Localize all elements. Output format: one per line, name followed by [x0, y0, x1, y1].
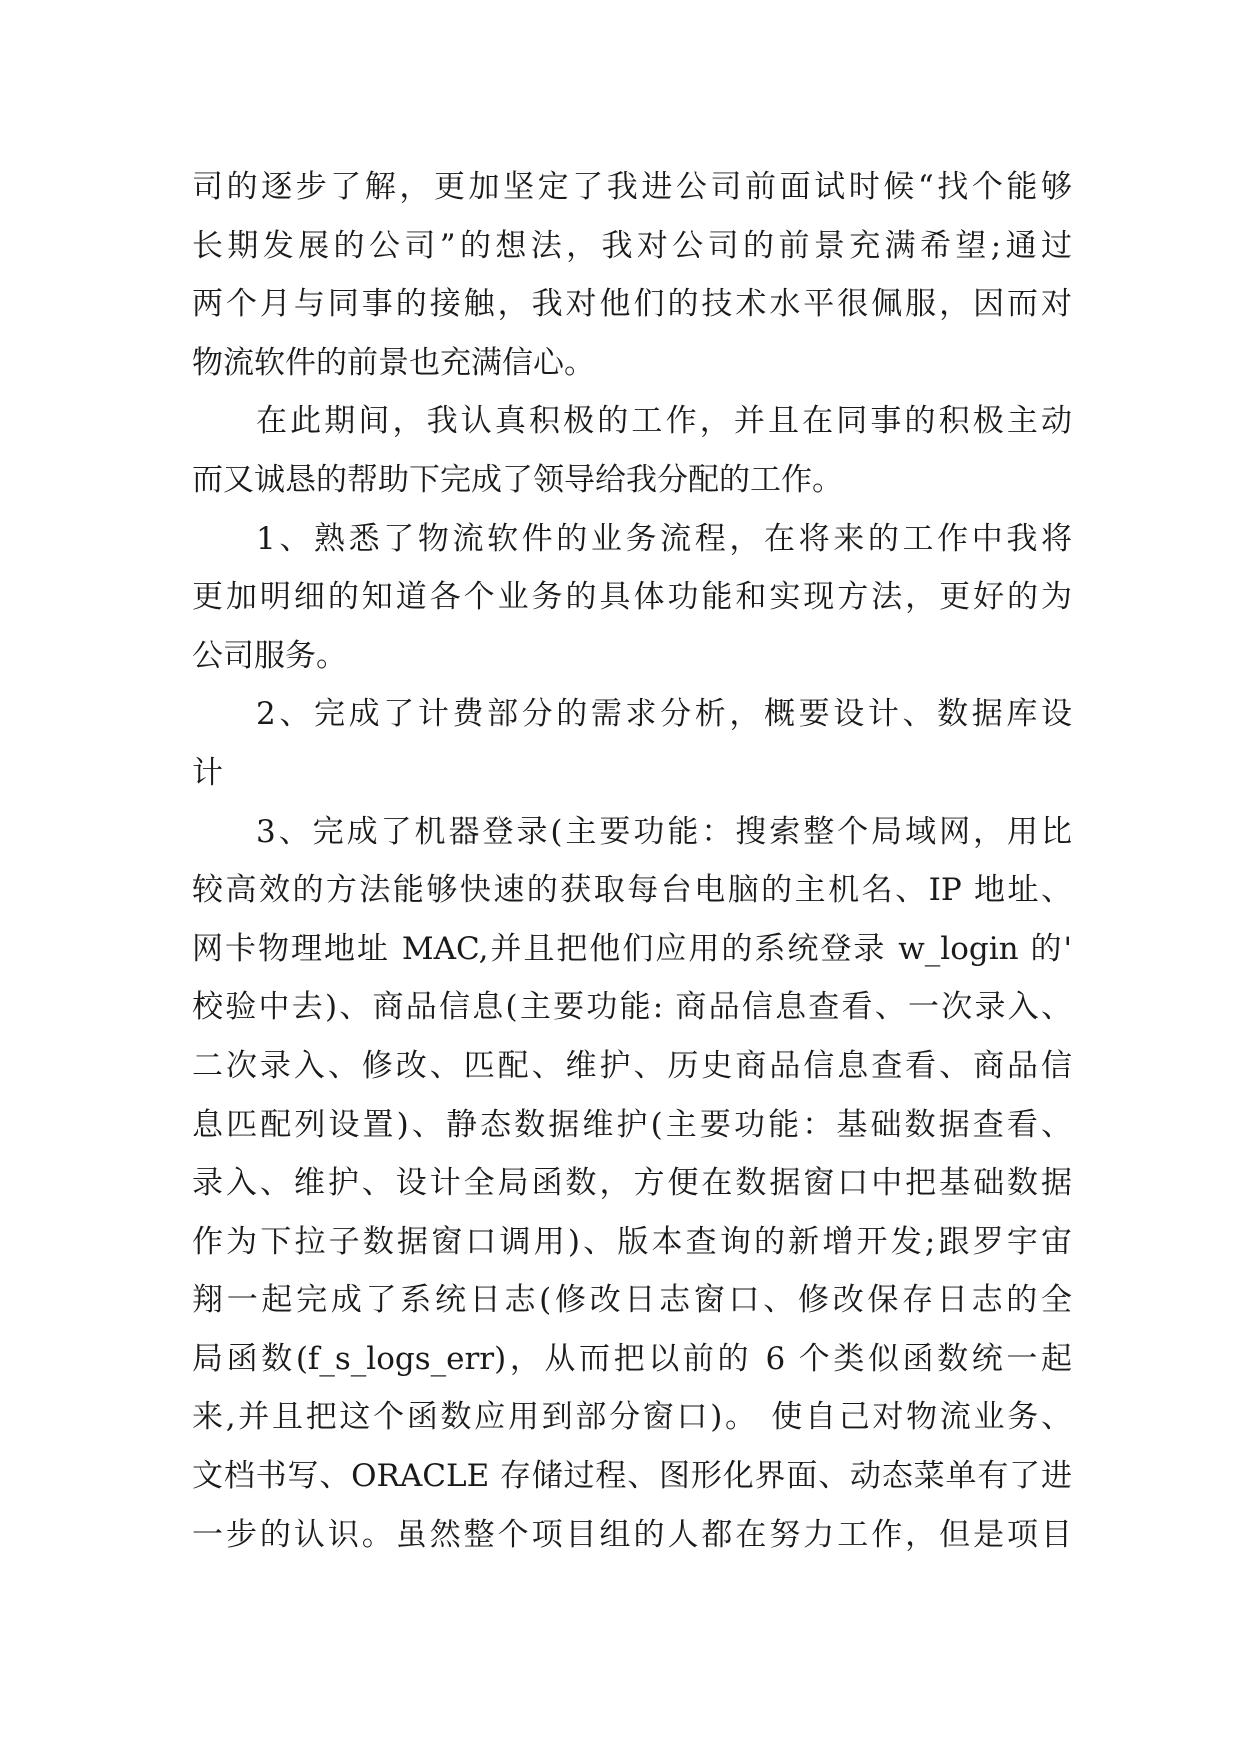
text-line: 二次录入、修改、匹配、维护、历史商品信息查看、商品信 [192, 1047, 1072, 1084]
text-line: 局函数(f_s_logs_err)，从而把以前的 6 个类似函数统一起 [192, 1340, 1072, 1377]
text-line: 较高效的方法能够快速的获取每台电脑的主机名、IP 地址、 [192, 872, 1072, 909]
text-line: 司的逐步了解，更加坚定了我进公司前面试时候“找个能够 [192, 169, 1072, 205]
text-line: 一步的认识。虽然整个项目组的人都在努力工作，但是项目 [192, 1516, 1072, 1553]
text-line: 息匹配列设置)、静态数据维护(主要功能：基础数据查看、 [192, 1106, 1072, 1143]
text-line: 物流软件的前景也充满信心。 [192, 344, 595, 381]
text-line: 网卡物理地址 MAC,并且把他们应用的系统登录 w_login 的' [192, 930, 1072, 967]
text-line: 长期发展的公司”的想法，我对公司的前景充满希望;通过 [192, 227, 1072, 264]
text-line: 校验中去)、商品信息(主要功能: 商品信息查看、一次录入、 [192, 989, 1072, 1026]
text-line: 两个月与同事的接触，我对他们的技术水平很佩服，因而对 [192, 286, 1072, 323]
text-line: 在此期间，我认真积极的工作，并且在同事的积极主动 [256, 403, 1072, 440]
text-line: 1、熟悉了物流软件的业务流程，在将来的工作中我将 [256, 520, 1072, 557]
body-text [192, 158, 1072, 1564]
text-line: 计 [192, 754, 223, 791]
text-line: 作为下拉子数据窗口调用)、版本查询的新增开发;跟罗宇宙 [192, 1223, 1072, 1260]
text-line: 3、完成了机器登录(主要功能：搜索整个局域网，用比 [256, 813, 1072, 850]
text-line: 文档书写、ORACLE 存储过程、图形化界面、动态菜单有了进 [192, 1458, 1072, 1495]
text-line: 翔一起完成了系统日志(修改日志窗口、修改保存日志的全 [192, 1282, 1072, 1319]
text-line: 而又诚恳的帮助下完成了领导给我分配的工作。 [192, 461, 843, 498]
text-line: 来,并且把这个函数应用到部分窗口)。 使自己对物流业务、 [192, 1399, 1072, 1436]
text-line: 公司服务。 [192, 637, 347, 674]
text-line: 录入、维护、设计全局函数，方便在数据窗口中把基础数据 [192, 1165, 1072, 1202]
text-line: 2、完成了计费部分的需求分析，概要设计、数据库设 [256, 696, 1072, 733]
text-line: 更加明细的知道各个业务的具体功能和实现方法，更好的为 [192, 579, 1072, 616]
